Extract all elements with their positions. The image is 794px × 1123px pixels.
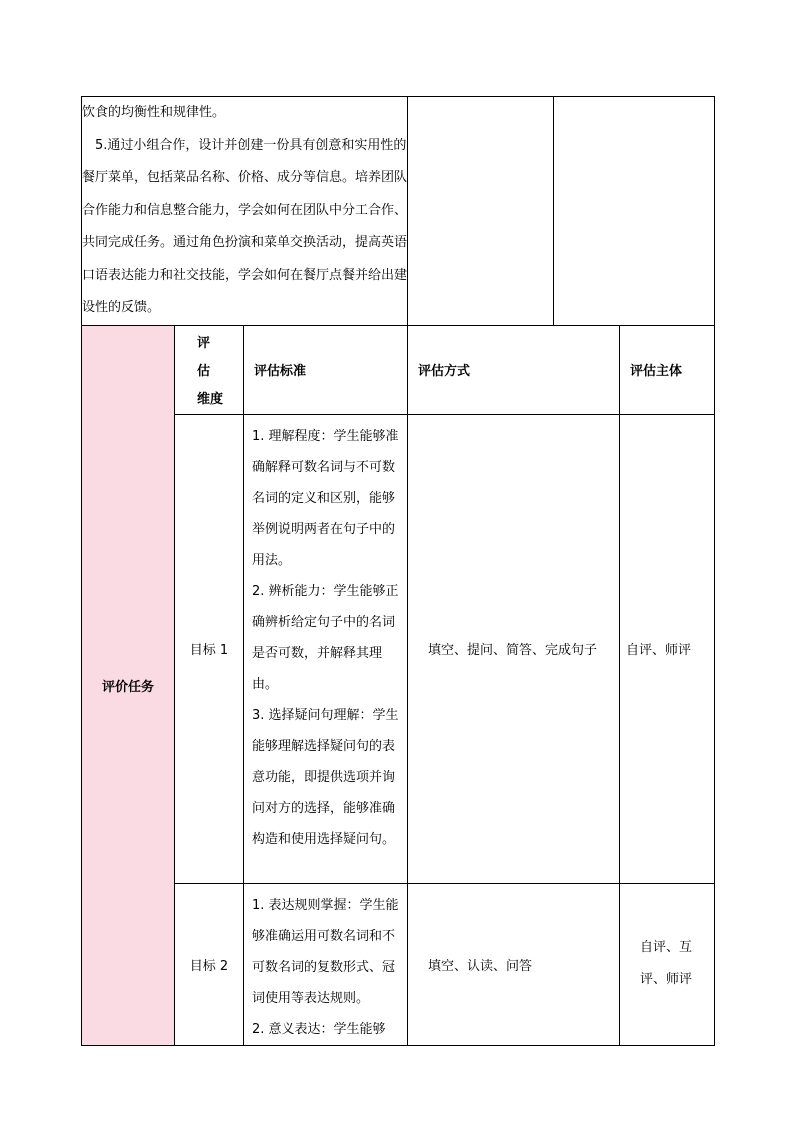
eval-header-row	[82, 325, 715, 414]
criteria-item: 1. 理解程度：学生能够准确解释可数名词与不可数名词的定义和区别，能够举例说明两者在句子中的用法。	[252, 428, 399, 568]
header-subject: 评估主体	[620, 325, 715, 414]
table-row	[82, 414, 715, 883]
objective-text-line: 饮食的均衡性和规律性。	[82, 105, 226, 120]
header-criteria: 评估标准	[244, 325, 408, 414]
table-row	[82, 883, 715, 1045]
header-dimension	[175, 325, 244, 414]
subject-cell: 自评、互评、师评	[620, 883, 715, 1045]
criteria-cell	[244, 414, 408, 883]
header-method: 评估方式	[408, 325, 620, 414]
method-cell: 填空、提问、简答、完成句子	[408, 414, 620, 883]
objectives-row	[82, 97, 715, 326]
criteria-item: 1. 表达规则掌握：学生能够准确运用可数名词和不可数名词的复数形式、冠词使用等表达规则。	[252, 897, 399, 1006]
goal-2: 目标 2	[175, 883, 244, 1045]
criteria-cell	[244, 883, 408, 1045]
objective-text-5: 5.通过小组合作，设计并创建一份具有创意和实用性的餐厅菜单，包括菜品名称、价格、成分等信息。培养团队合作能力和信息整合能力，学会如何在团队中分工合作、共同完成任务。通过角色扮演和菜单交换活动，提高英语口语表达能力和社交技能，学会如何在餐厅点餐并给出建设性的反馈。	[82, 137, 408, 315]
criteria-item: 2. 辨析能力：学生能够正确辨析给定句子中的名词是否可数，并解释其理由。	[252, 583, 399, 692]
objectives-cell	[82, 97, 408, 326]
header-dimension-line2: 维度	[197, 391, 224, 407]
section-label-cell	[82, 325, 175, 1045]
criteria-item: 3. 选择疑问句理解：学生能够理解选择疑问句的表意功能，即提供选项并询问对方的选择，能够准确构造和使用选择疑问句。	[252, 707, 399, 847]
section-label: 评价任务	[101, 679, 154, 695]
goal-1: 目标 1	[175, 414, 244, 883]
lesson-plan-table	[81, 96, 715, 1046]
subject-cell: 自评、师评	[620, 414, 715, 883]
method-cell: 填空、认读、问答	[408, 883, 620, 1045]
empty-cell	[554, 97, 715, 326]
header-dimension-line1: 评 估	[197, 335, 225, 379]
criteria-item: 2. 意义表达：学生能够	[252, 1021, 386, 1037]
empty-cell	[408, 97, 554, 326]
